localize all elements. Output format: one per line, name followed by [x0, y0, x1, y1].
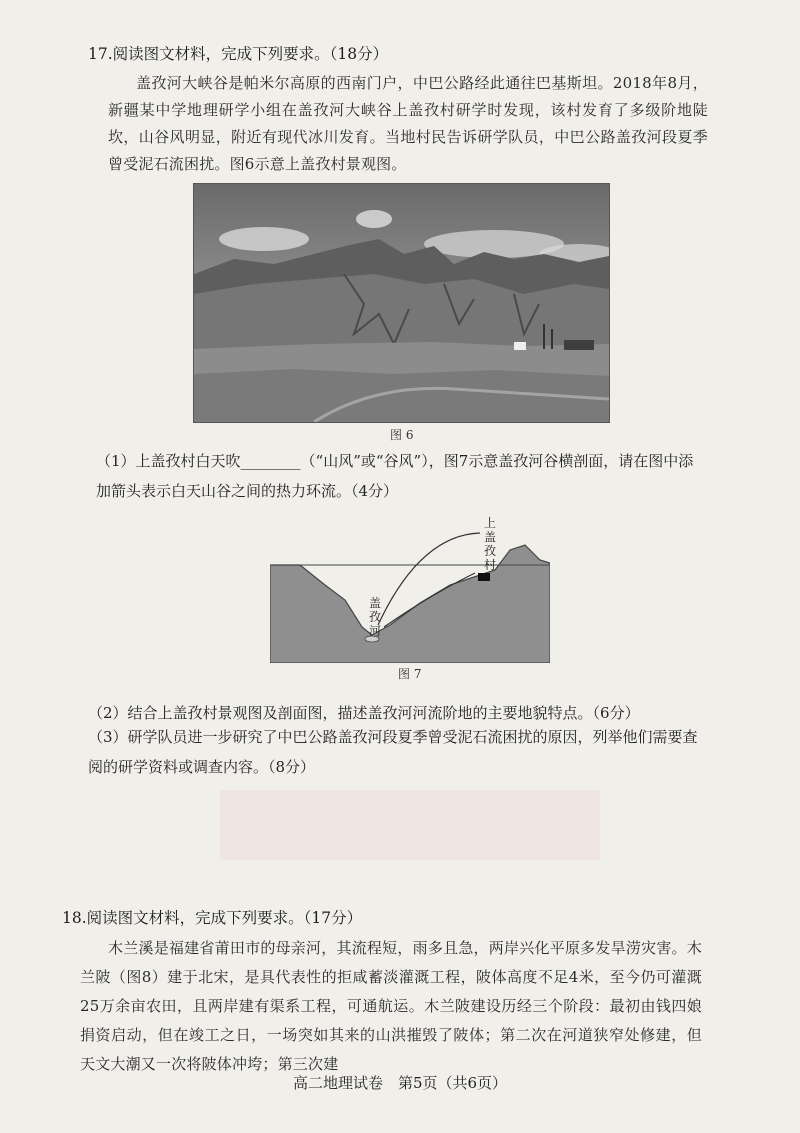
- figure-7-caption: 图 7: [398, 667, 422, 681]
- faint-stamp: [220, 790, 600, 860]
- question-17-title: 17.阅读图文材料，完成下列要求。（18分）: [88, 45, 389, 63]
- sub-question-2: （2）结合上盖孜村景观图及剖面图，描述盖孜河河流阶地的主要地貌特点。（6分）: [88, 704, 640, 722]
- sub-question-1: （1）上盖孜村白天吹________（“山风”或“谷风”），图7示意盖孜河谷横剖面，请在图中添加箭头表示白天山谷之间的热力环流。（4分）: [96, 452, 694, 500]
- river-label: 盖孜河: [368, 596, 381, 638]
- question-17-passage: 盖孜河大峡谷是帕米尔高原的西南门户，中巴公路经此通往巴基斯坦。2018年8月，新疆某中学地理研学小组在盖孜河大峡谷上盖孜村研学时发现，该村发育了多级阶地陡坎，山谷风明显，附近有现代冰川发育。当地村民告诉研学队员，中巴公路盖孜河段夏季曾受泥石流困扰。图6示意上盖孜村景观图。: [108, 74, 708, 173]
- village-landscape-photo: [193, 183, 610, 423]
- page-footer: 高二地理试卷 第5页（共6页）: [292, 1074, 508, 1092]
- question-18-title: 18.阅读图文材料，完成下列要求。（17分）: [62, 909, 363, 927]
- figure-7-cross-section: [270, 515, 550, 663]
- valley-profile-diagram: [270, 515, 550, 663]
- village-label: 上盖孜村: [483, 516, 496, 572]
- sub-question-3: （3）研学队员进一步研究了中巴公路盖孜河段夏季曾受泥石流困扰的原因，列举他们需要查阅的研学资料或调查内容。（8分）: [88, 728, 698, 776]
- figure-6-caption: 图 6: [390, 428, 414, 442]
- question-18-passage: 木兰溪是福建省莆田市的母亲河，其流程短，雨多且急，两岸兴化平原多发旱涝灾害。木兰陂（图8）建于北宋，是具代表性的拒咸蓄淡灌溉工程，陂体高度不足4米，至今仍可灌溉25万余亩农田，且两岸建有渠系工程，可通航运。木兰陂建设历经三个阶段：最初由钱四娘捐资启动，但在竣工之日，一场突如其来的山洪摧毁了陂体；第二次在河道狭窄处修建，但天文大潮又一次将陂体冲垮；第三次建: [80, 939, 702, 1073]
- landscape-illustration: [194, 184, 609, 422]
